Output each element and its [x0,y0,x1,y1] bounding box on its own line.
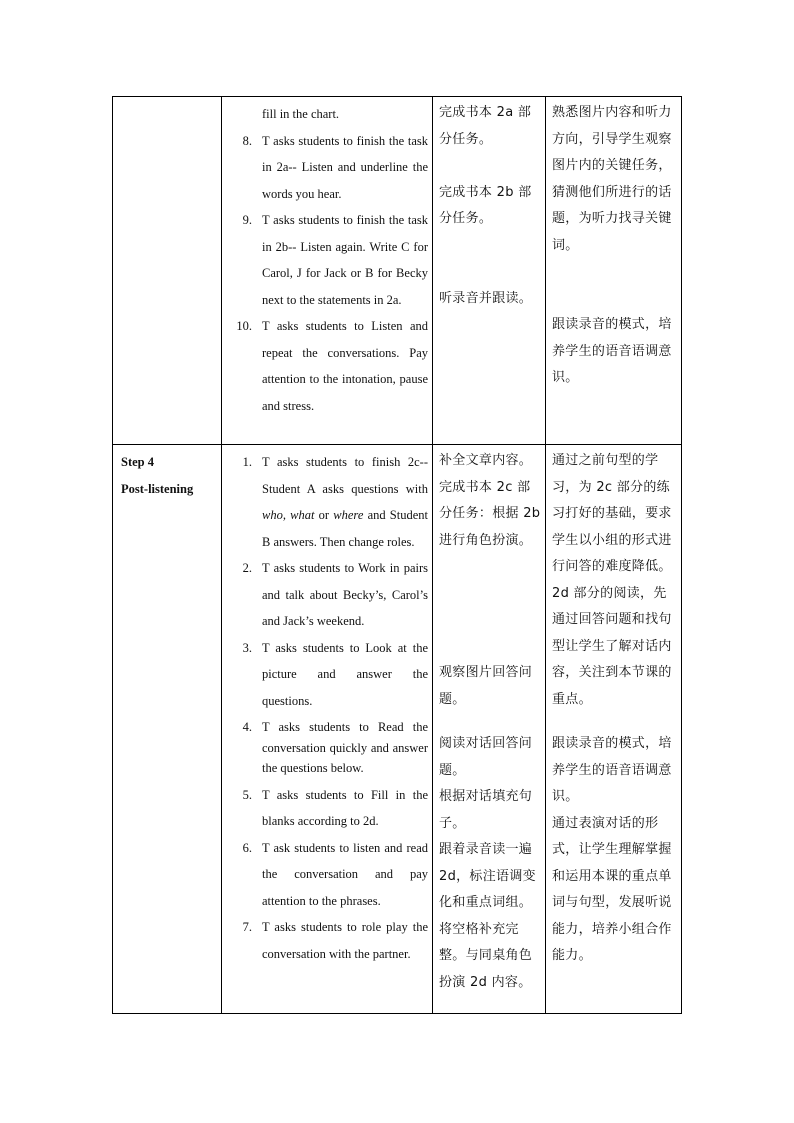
item-number: 3. [242,640,252,655]
student-activity-text: 跟着录音读一遍 2d，标注语调变化和重点词组。 [439,842,536,910]
student-activity-text: 完成书本 2b 部分任务。 [439,184,532,226]
item-number: 10. [236,319,252,333]
item-text: T asks students to finish the task in 2a-- Listen and underline the words you hear. [262,133,428,201]
list-item [222,101,428,128]
list-item [222,635,428,715]
student-activity-cell [433,97,546,445]
item-text: T asks students to Look at the picture and answer the questions. [262,640,428,708]
purpose-text: 跟读录音的模式，培养学生的语音语调意识。 [552,317,672,385]
item-number: 7. [242,920,252,934]
lesson-plan-table [112,96,682,1014]
list-item [222,313,428,419]
step-label: Step 4 [121,455,154,469]
student-activity-text: 听录音并跟读。 [439,290,533,306]
step-cell [113,445,222,1014]
student-activity-text: 观察图片回答问题。 [439,665,533,707]
item-text: T asks students to role play the conversation with the partner. [262,920,428,961]
student-activity-text: 根据对话填充句子。 [439,789,533,831]
purpose-cell [546,97,682,445]
item-text: T asks students to finish 2c--Student A asks questions with who, what or where and Student B answers. Then change roles. [262,455,429,549]
list-item [222,128,428,208]
item-text: T asks students to Fill in the blanks according to 2d. [262,787,428,828]
item-number: 6. [242,840,252,855]
emphasis-who: who, [262,508,286,522]
student-activity-text: 完成书本 2a 部分任务。 [439,105,532,147]
list-item [222,207,428,313]
step-name: Post-listening [121,482,194,496]
emphasis-what: what [290,508,315,522]
purpose-text: 熟悉图片内容和听力方向，引导学生观察图片内的关键任务，猜测他们所进行的话题，为听力找寻关键词。 [552,105,672,253]
item-number: 8. [242,133,252,148]
step-cell-empty [113,97,222,445]
list-item [222,914,428,967]
item-text: T asks students to Read the conversation quickly and answer the questions below. [262,720,428,775]
item-number: 2. [242,561,252,575]
item-text: T asks students to Work in pairs and talk about Becky’s, Carol’s and Jack’s weekend. [262,561,428,628]
purpose-cell [546,445,682,1014]
list-item [222,717,428,779]
list-item [222,835,428,915]
item-number: 1. [242,455,252,469]
item-text: T asks students to Listen and repeat the conversations. Pay attention to the intonation, pause and stress. [262,319,428,413]
purpose-text: 跟读录音的模式，培养学生的语音语调意识。 [552,736,672,804]
purpose-text: 通过之前句型的学习，为 2c 部分的练习打好的基础，要求学生以小组的形式进行问答的难度降低。 [552,453,672,574]
teacher-activity-cell [222,97,433,445]
item-text: T ask students to listen and read the conversation and pay attention to the phrases. [262,840,428,908]
student-activity-text: 补全文章内容。 [439,453,533,468]
student-activity-cell [433,445,546,1014]
emphasis-where: where [333,508,364,522]
item-number: 9. [242,213,252,227]
list-item [222,555,428,635]
list-item [222,782,428,835]
teacher-activity-cell [222,445,433,1014]
item-text: fill in the chart. [262,107,340,121]
student-activity-text: 将空格补充完整。与同桌角色扮演 2d 内容。 [439,921,533,990]
list-item [222,449,428,555]
student-activity-text: 阅读对话回答问题。 [439,736,533,778]
item-text: T asks students to finish the task in 2b-- Listen again. Write C for Carol, J for Jack or B for Becky next to the statements in 2a. [262,213,428,307]
item-number: 5. [242,787,252,802]
purpose-text: 2d 部分的阅读，先通过回答问题和找句型让学生了解对话内容，关注到本节课的重点。 [552,585,672,707]
student-activity-text: 完成书本 2c 部分任务：根据 2b 进行角色扮演。 [439,479,541,548]
table-row [113,97,682,445]
item-number [222,101,262,128]
table-row [113,445,682,1014]
item-number: 4. [242,720,252,734]
purpose-text: 通过表演对话的形式，让学生理解掌握和运用本课的重点单词与句型，发展听说能力，培养小组合作能力。 [552,815,672,963]
